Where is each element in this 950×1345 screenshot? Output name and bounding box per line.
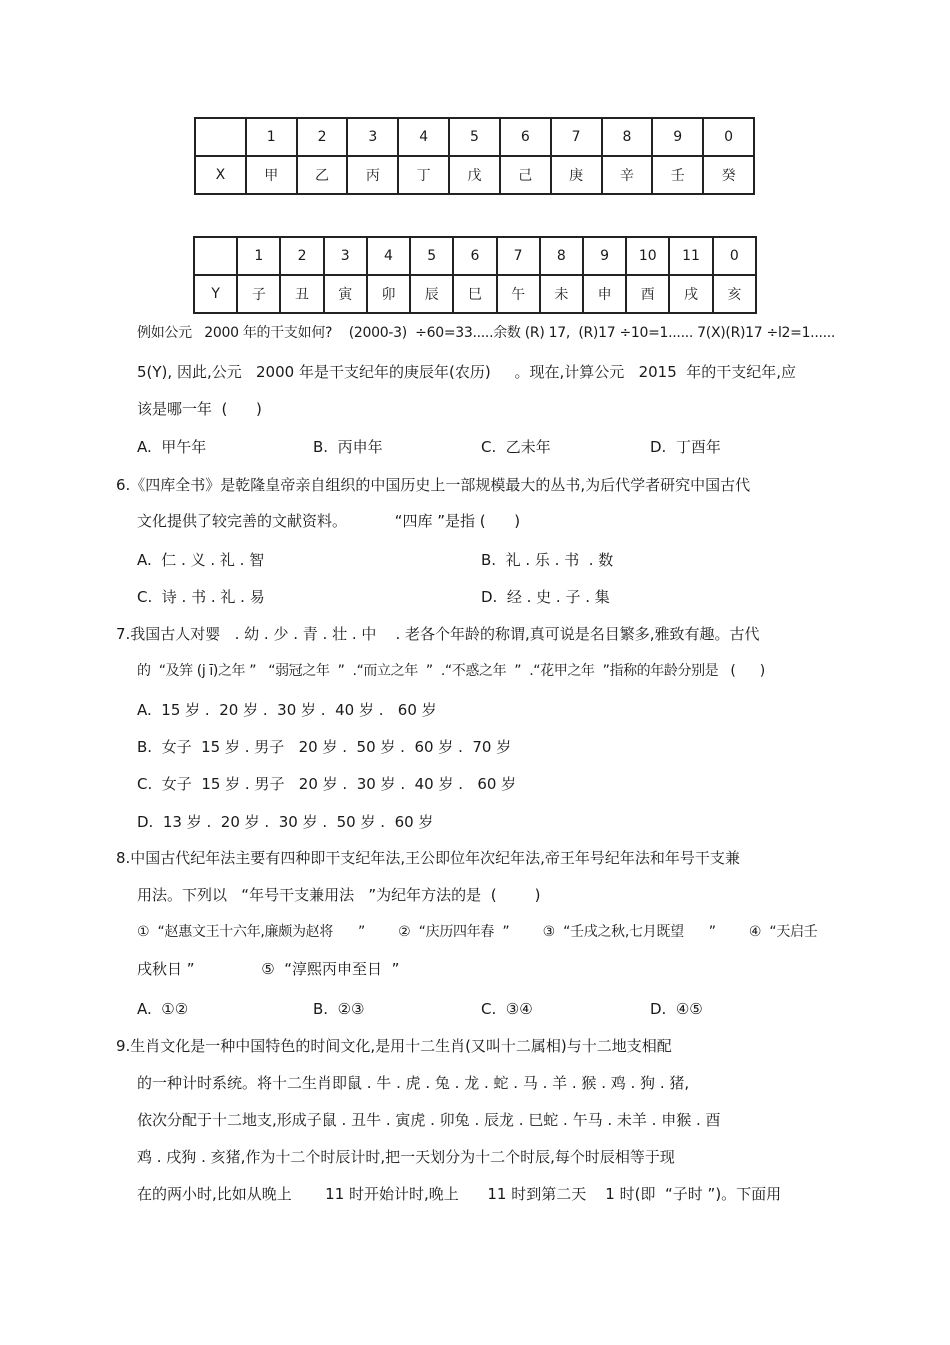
branches-name-row — [194, 275, 756, 313]
table-cell: 庚 — [551, 156, 602, 194]
table-cell: 2 — [297, 118, 348, 156]
q5-text-line-3: 该是哪一年 ( ) — [137, 400, 262, 418]
table-cell: 7 — [551, 118, 602, 156]
table-cell: 6 — [453, 237, 496, 275]
table-cell: 0 — [713, 237, 756, 275]
table-cell: 7 — [497, 237, 540, 275]
table-cell: 巳 — [453, 275, 496, 313]
table-cell: 10 — [626, 237, 669, 275]
table-cell: 3 — [324, 237, 367, 275]
q5-option-c[interactable]: C. 乙未年 — [481, 438, 551, 456]
table-cell: 5 — [410, 237, 453, 275]
q8-option-b[interactable]: B. ②③ — [313, 1000, 365, 1018]
q9-text-line-4: 鸡 . 戌狗 . 亥猪,作为十二个时辰计时,把一天划分为十二个时辰,每个时辰相等于现 — [137, 1148, 675, 1166]
table-cell: 8 — [540, 237, 583, 275]
table-cell — [195, 118, 246, 156]
table-cell: 申 — [583, 275, 626, 313]
earthly-branches-table — [193, 236, 757, 314]
table-cell: 9 — [583, 237, 626, 275]
stems-number-row — [195, 118, 754, 156]
q9-text-line-2: 的一种计时系统。将十二生肖即鼠 . 牛 . 虎 . 兔 . 龙 . 蛇 . 马 . 羊 . 猴 . 鸡 . 狗 . 猪, — [137, 1074, 690, 1092]
q8-option-d[interactable]: D. ④⑤ — [650, 1000, 703, 1018]
table-cell: 辛 — [602, 156, 653, 194]
table-cell: 亥 — [713, 275, 756, 313]
table-cell: 戌 — [669, 275, 712, 313]
q6-text-line-1: 6.《四库全书》是乾隆皇帝亲自组织的中国历史上一部规模最大的丛书,为后代学者研究中国古代 — [116, 476, 751, 494]
table-cell: 己 — [500, 156, 551, 194]
table-cell: 午 — [497, 275, 540, 313]
table-cell: 5 — [449, 118, 500, 156]
stems-name-row — [195, 156, 754, 194]
table-cell: 1 — [237, 237, 280, 275]
q8-option-a[interactable]: A. ①② — [137, 1000, 189, 1018]
table-cell: 戊 — [449, 156, 500, 194]
table-cell: 酉 — [626, 275, 669, 313]
q6-option-b[interactable]: B. 礼 . 乐 . 书 . 数 — [481, 551, 614, 569]
q7-option-a[interactable]: A. 15 岁 . 20 岁 . 30 岁 . 40 岁 . 60 岁 — [137, 701, 437, 719]
q8-text-line-1: 8.中国古代纪年法主要有四种即干支纪年法,王公即位年次纪年法,帝王年号纪年法和年号干支兼 — [116, 849, 740, 867]
table-cell: 1 — [246, 118, 297, 156]
table-cell: 甲 — [246, 156, 297, 194]
branches-number-row — [194, 237, 756, 275]
table-cell: 丑 — [280, 275, 323, 313]
q5-text-line-2: 5(Y), 因此,公元 2000 年是干支纪年的庚辰年(农历) 。现在,计算公元 2015 年的干支纪年,应 — [137, 363, 797, 381]
table-cell: 辰 — [410, 275, 453, 313]
q6-option-a[interactable]: A. 仁 . 义 . 礼 . 智 — [137, 551, 265, 569]
q5-option-a[interactable]: A. 甲午年 — [137, 438, 207, 456]
table-cell: 癸 — [703, 156, 754, 194]
table-cell: 4 — [367, 237, 410, 275]
q7-option-c[interactable]: C. 女子 15 岁 . 男子 20 岁 . 30 岁 . 40 岁 . 60 岁 — [137, 775, 517, 793]
table-cell: 丙 — [347, 156, 398, 194]
q9-text-line-1: 9.生肖文化是一种中国特色的时间文化,是用十二生肖(又叫十二属相)与十二地支相配 — [116, 1037, 672, 1055]
table-cell: 未 — [540, 275, 583, 313]
q7-text-line-1: 7.我国古人对婴 . 幼 . 少 . 青 . 壮 . 中 . 老各个年龄的称谓,真可说是名目繁多,雅致有趣。古代 — [116, 625, 760, 643]
table-cell: Y — [194, 275, 237, 313]
q7-option-b[interactable]: B. 女子 15 岁 . 男子 20 岁 . 50 岁 . 60 岁 . 70 岁 — [137, 738, 512, 756]
q8-text-line-4: 戌秋日 ” ⑤ “淳熙丙申至日 ” — [137, 960, 400, 978]
q5-option-d[interactable]: D. 丁酉年 — [650, 438, 721, 456]
table-cell: 乙 — [297, 156, 348, 194]
q7-option-d[interactable]: D. 13 岁 . 20 岁 . 30 岁 . 50 岁 . 60 岁 — [137, 813, 434, 831]
table-cell: 3 — [347, 118, 398, 156]
q6-option-d[interactable]: D. 经 . 史 . 子 . 集 — [481, 588, 610, 606]
table-cell: 4 — [398, 118, 449, 156]
table-cell: 11 — [669, 237, 712, 275]
table-cell: X — [195, 156, 246, 194]
q8-option-c[interactable]: C. ③④ — [481, 1000, 533, 1018]
q8-text-line-2: 用法。下列以 “年号干支兼用法 ”为纪年方法的是 ( ) — [137, 886, 541, 904]
table-cell: 子 — [237, 275, 280, 313]
table-cell: 6 — [500, 118, 551, 156]
q6-option-c[interactable]: C. 诗 . 书 . 礼 . 易 — [137, 588, 265, 606]
table-cell: 9 — [652, 118, 703, 156]
table-cell: 壬 — [652, 156, 703, 194]
table-cell: 0 — [703, 118, 754, 156]
q7-text-line-2: 的 “及笄 (j ī)之年 ” “弱冠之年 ” .“而立之年 ” .“不惑之年 ” .“花甲之年 ”指称的年龄分别是 ( ) — [137, 663, 765, 679]
table-cell: 8 — [602, 118, 653, 156]
q9-text-line-5: 在的两小时,比如从晚上 11 时开始计时,晚上 11 时到第二天 1 时(即 “子时 ”)。下面用 — [137, 1185, 782, 1203]
q5-option-b[interactable]: B. 丙申年 — [313, 438, 383, 456]
table-cell: 2 — [280, 237, 323, 275]
table-cell: 卯 — [367, 275, 410, 313]
table-cell — [194, 237, 237, 275]
q6-text-line-2: 文化提供了较完善的文献资料。 “四库 ”是指 ( ) — [137, 512, 521, 530]
table-cell: 寅 — [324, 275, 367, 313]
q9-text-line-3: 依次分配于十二地支,形成子鼠 . 丑牛 . 寅虎 . 卯兔 . 辰龙 . 巳蛇 . 午马 . 未羊 . 申猴 . 酉 — [137, 1111, 721, 1129]
heavenly-stems-table — [194, 117, 755, 195]
table-cell: 丁 — [398, 156, 449, 194]
q8-text-line-3: ① “赵惠文王十六年,廉颇为赵将 ” ② “庆历四年春 ” ③ “壬戌之秋,七月既望 ” ④ “天启壬 — [137, 924, 818, 940]
q5-text-line-1: 例如公元 2000 年的干支如何? (2000-3) ÷60=33.....余数 (R) 17, (R)17 ÷10=1...... 7(X)(R)17 ÷l2=1...... — [137, 325, 836, 341]
